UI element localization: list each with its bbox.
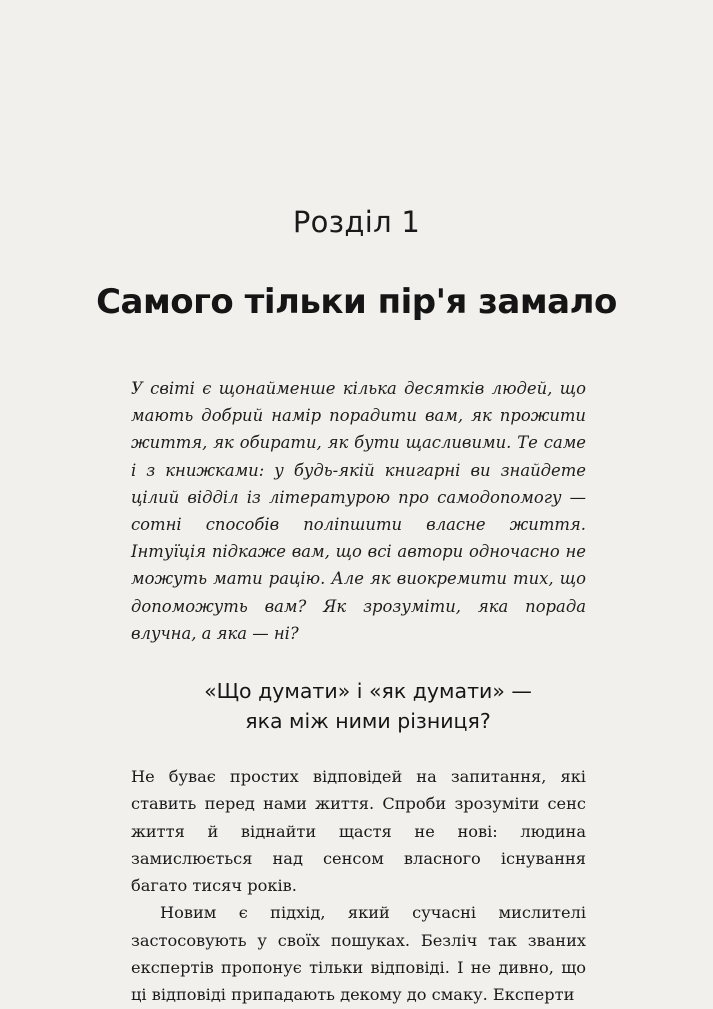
section-heading-line-2: яка між ними різниця? xyxy=(245,709,491,733)
body-paragraph-1: Не буває простих відповідей на запитання, які ставить перед нами життя. Спроби зрозуміти сенс життя й віднайти щастя не нові: людина замислюється над сенсом власного існування багато тисяч років. xyxy=(131,767,586,896)
epigraph-text: У світі є щонайменше кілька десятків людей, що мають добрий намір порадити вам, як прожити життя, як обирати, як бути щасливими. Те саме і з книжками: у будь-якій книгарні ви знайдете цілий відділ із літературою про самодопомогу — сотні способів поліпшити власне життя. Інтуїція підкаже вам, що всі автори одночасно не можуть мати рацію. Але як виокремити тих, що допоможуть вам? Як зрозуміти, яка порада влучна, а яка — ні? xyxy=(131,379,586,643)
body-text xyxy=(131,763,586,1009)
section-heading-line-1: «Що думати» і «як думати» — xyxy=(204,679,532,703)
section-heading xyxy=(88,676,648,736)
chapter-label: Розділ 1 xyxy=(292,205,421,239)
chapter-title: Самого тільки пір'я замало xyxy=(96,282,617,322)
body-paragraph-2: Новим є підхід, який сучасні мислителі застосовують у своїх пошуках. Безліч так званих експертів пропонує тільки відповіді. І не дивно, що ці відповіді припадають декому до смаку. Експерти xyxy=(131,903,586,1005)
epigraph xyxy=(131,375,586,647)
